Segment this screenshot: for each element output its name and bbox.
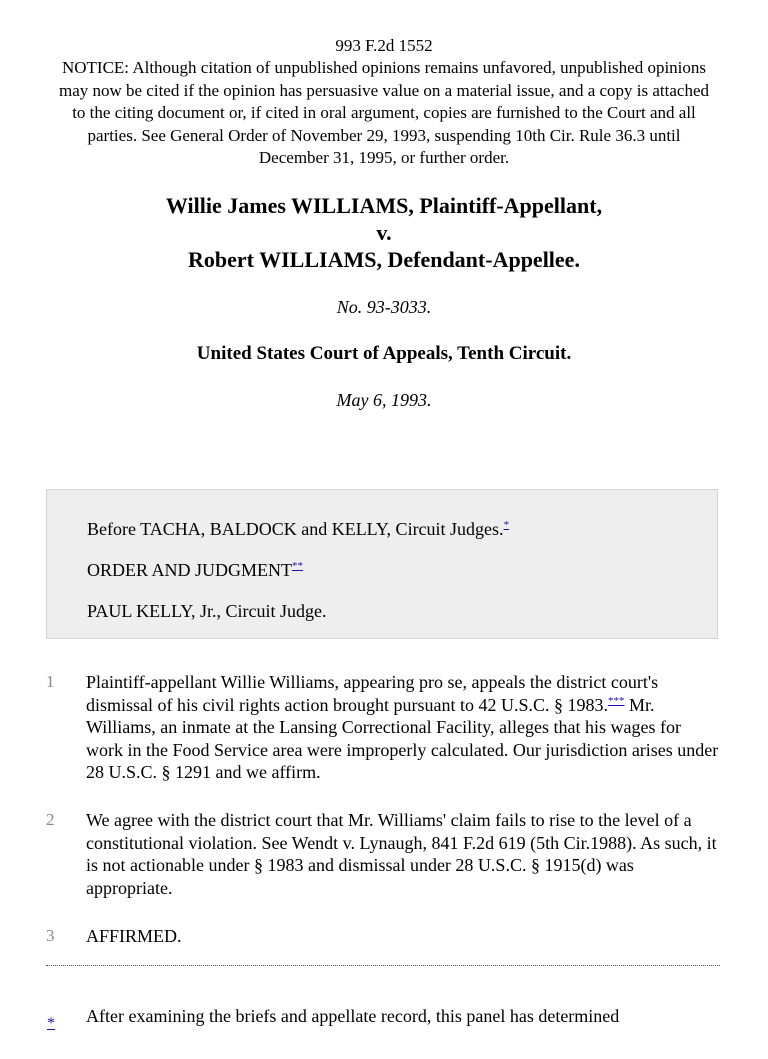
footnote-link-star[interactable]: * — [503, 519, 510, 531]
footnote-link-double-star[interactable]: ** — [292, 560, 304, 572]
footnote-divider — [46, 965, 720, 966]
defendant-name: Robert WILLIAMS, Defendant-Appellee. — [188, 246, 580, 272]
plaintiff-name: Willie James WILLIAMS, Plaintiff-Appellant, — [165, 192, 603, 218]
panel-order-line — [87, 559, 303, 581]
panel-box — [46, 489, 718, 639]
footnote-link-triple-star[interactable]: *** — [607, 694, 625, 707]
decision-date: May 6, 1993. — [336, 389, 432, 410]
paragraph-text — [86, 671, 722, 784]
paragraph-text: AFFIRMED. — [86, 926, 182, 946]
footnote-text: After examining the briefs and appellate record, this panel has determined — [86, 1006, 620, 1026]
case-caption — [0, 192, 768, 273]
court-name: United States Court of Appeals, Tenth Circuit. — [196, 342, 572, 364]
unpublished-notice: NOTICE: Although citation of unpublished opinions remains unfavored, unpublished opinions may now be cited if the opinion has persuasive value on a material issue, and a copy is attached to the citing document or, if cited in oral argument, copies are furnished to the Court and all parties. See General Order of November 29, 1993, suspending 10th Cir. Rule 36.3 until December 31, 1995, or further order. — [58, 58, 710, 167]
panel-author-line: PAUL KELLY, Jr., Circuit Judge. — [87, 601, 327, 621]
paragraph-number: 3 — [46, 926, 55, 945]
footnote-mark[interactable]: * — [47, 1015, 55, 1032]
citation: 993 F.2d 1552 — [335, 36, 433, 55]
paragraph-text-part: Plaintiff-appellant Willie Williams, appearing pro se, appeals the district court's dismissal of his civil rights action brought pursuant to 42 U.S.C. § 1983. — [86, 672, 659, 715]
paragraph-text-part: Mr. Williams, an inmate at the Lansing Correctional Facility, alleges that his wages for work in the Food Service area were improperly calculated. Our jurisdiction arises under 28 U.S.C. § 1291 and we affirm. — [86, 694, 719, 782]
versus: v. — [376, 219, 392, 245]
order-and-judgment-label: ORDER AND JUDGMENT — [87, 560, 293, 580]
paragraph-text: We agree with the district court that Mr. Williams' claim fails to rise to the level of a constitutional violation. See Wendt v. Lynaugh, 841 F.2d 619 (5th Cir.1988). As such, it is not actionable under § 1983 and dismissal under 28 U.S.C. § 1915(d) was appropriate. — [86, 810, 717, 898]
docket-number: No. 93-3033. — [336, 296, 432, 317]
paragraph-number: 1 — [46, 672, 55, 691]
panel-before-text: Before TACHA, BALDOCK and KELLY, Circuit Judges. — [87, 519, 504, 539]
panel-before-line — [87, 518, 509, 540]
paragraph-number: 2 — [46, 810, 55, 829]
